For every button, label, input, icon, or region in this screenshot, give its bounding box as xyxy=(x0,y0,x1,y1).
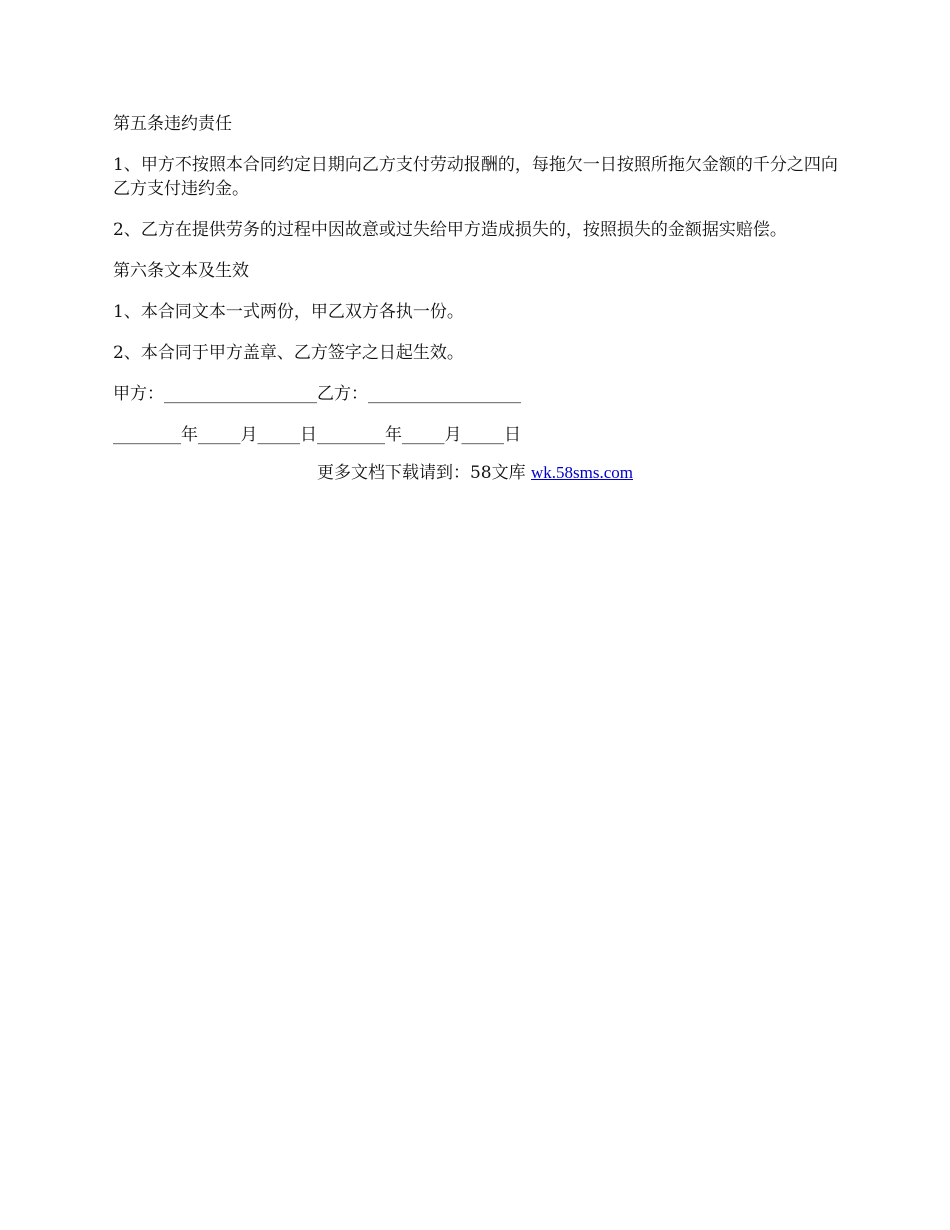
section-heading-effect: 第六条文本及生效 xyxy=(113,261,249,281)
clause-compensation: 2、乙方在提供劳务的过程中因故意或过失给甲方造成损失的，按照损失的金额据实赔偿。 xyxy=(113,220,787,240)
footer-text: 更多文档下载请到：58文库 xyxy=(316,463,526,483)
signature-line: 甲方：__________________乙方：__________________ xyxy=(113,384,521,404)
date-line: ________年_____月_____日________年_____月_____日 xyxy=(113,425,521,445)
section-heading-breach: 第五条违约责任 xyxy=(113,114,232,134)
footer xyxy=(0,461,950,485)
document-body xyxy=(113,112,848,464)
clause-copies: 1、本合同文本一式两份，甲乙双方各执一份。 xyxy=(113,302,464,322)
footer-link[interactable]: wk.58sms.com xyxy=(531,463,634,482)
clause-effective-date: 2、本合同于甲方盖章、乙方签字之日起生效。 xyxy=(113,343,464,363)
clause-payment-penalty: 1、甲方不按照本合同约定日期向乙方支付劳动报酬的，每拖欠一日按照所拖欠金额的千分之四向乙方支付违约金。 xyxy=(113,155,838,199)
